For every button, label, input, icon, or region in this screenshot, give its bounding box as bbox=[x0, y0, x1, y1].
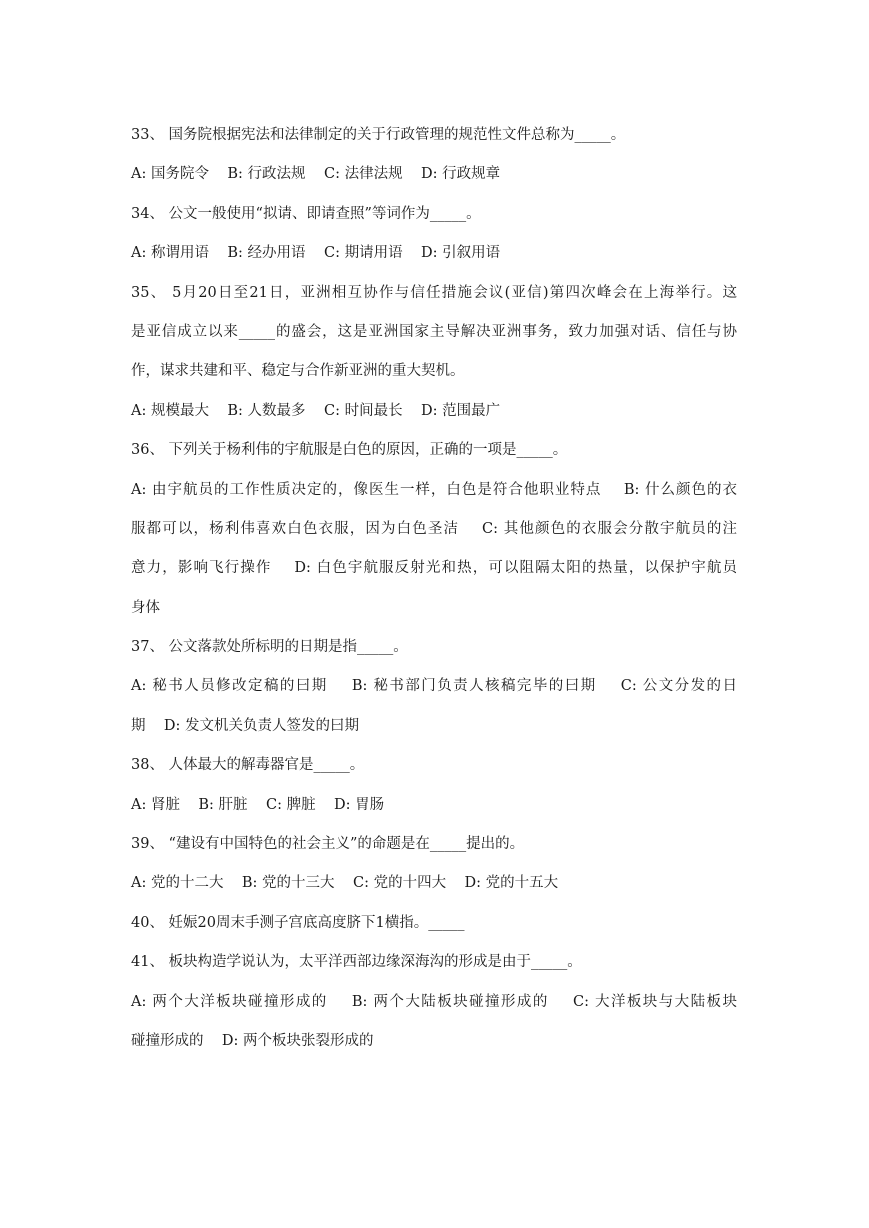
question-34-options: A: 称谓用语 B: 经办用语 C: 期请用语 D: 引叙用语 bbox=[131, 245, 501, 262]
question-37-options-line1: A: 秘书人员修改定稿的曰期 B: 秘书部门负责人核稿完毕的曰期 C: 公文分发的日 bbox=[131, 678, 737, 695]
question-37-text: 37、 公文落款处所标明的日期是指_____。 bbox=[131, 639, 408, 656]
question-35-options: A: 规模最大 B: 人数最多 C: 时间最长 D: 范围最广 bbox=[131, 402, 501, 419]
question-34-text: 34、 公文一般使用“拟请、即请查照”等词作为_____。 bbox=[131, 205, 481, 222]
question-39-text: 39、 “建设有中国特色的社会主义”的命题是在_____提出的。 bbox=[131, 836, 525, 853]
question-35-text-line1: 35、 5月20日至21日，亚洲相互协作与信任措施会议(亚信)第四次峰会在上海举行。这 bbox=[131, 284, 737, 301]
question-41-options-line2: 碰撞形成的 D: 两个板块张裂形成的 bbox=[131, 1032, 374, 1049]
question-35-text-line2: 是亚信成立以来_____的盛会，这是亚洲国家主导解决亚洲事务，致力加强对话、信任与协 bbox=[131, 323, 737, 340]
question-list bbox=[131, 116, 737, 1061]
question-39-options: A: 党的十二大 B: 党的十三大 C: 党的十四大 D: 党的十五大 bbox=[131, 875, 559, 892]
question-36-options-line1: A: 由宇航员的工作性质决定的，像医生一样，白色是符合他职业特点 B: 什么颜色的衣 bbox=[131, 481, 737, 498]
question-41-options-line1: A: 两个大洋板块碰撞形成的 B: 两个大陆板块碰撞形成的 C: 大洋板块与大陆板块 bbox=[131, 993, 737, 1010]
question-33-text: 33、 国务院根据宪法和法律制定的关于行政管理的规范性文件总称为_____。 bbox=[131, 127, 626, 143]
question-38-options: A: 肾脏 B: 肝脏 C: 脾脏 D: 胃肠 bbox=[131, 796, 385, 813]
question-36-text: 36、 下列关于杨利伟的宇航服是白色的原因，正确的一项是_____。 bbox=[131, 442, 568, 459]
question-36-options-line2: 服都可以，杨利伟喜欢白色衣服，因为白色圣洁 C: 其他颜色的衣服会分散宇航员的注 bbox=[131, 520, 737, 537]
question-38-text: 38、 人体最大的解毒器官是_____。 bbox=[131, 757, 365, 774]
question-41-text: 41、 板块构造学说认为，太平洋西部边缘深海沟的形成是由于_____。 bbox=[131, 954, 582, 971]
question-36-options-line3: 意力，影响飞行操作 D: 白色宇航服反射光和热，可以阻隔太阳的热量，以保护宇航员 bbox=[131, 560, 737, 577]
question-35-text-line3: 作，谋求共建和平、稳定与合作新亚洲的重大契机。 bbox=[131, 363, 465, 380]
question-36-options-line4: 身体 bbox=[131, 599, 160, 616]
question-33-options: A: 国务院令 B: 行政法规 C: 法律法规 D: 行政规章 bbox=[131, 166, 501, 183]
question-40-text: 40、 妊娠20周末手测子宫底高度脐下1横指。_____ bbox=[131, 914, 465, 931]
question-37-options-line2: 期 D: 发文机关负责人签发的曰期 bbox=[131, 717, 360, 734]
